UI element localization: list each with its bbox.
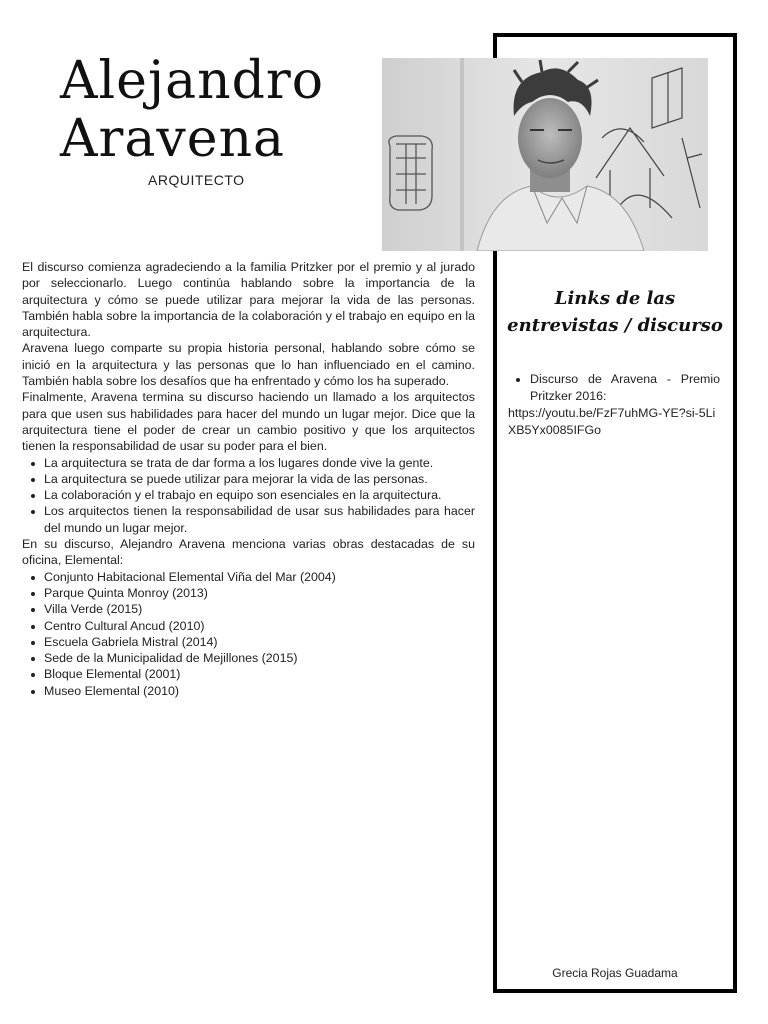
name-line-2: Aravena xyxy=(60,109,286,169)
work-item: Sede de la Municipalidad de Mejillones (2015) xyxy=(22,650,475,666)
key-points-list xyxy=(22,455,475,536)
works-intro: En su discurso, Alejandro Aravena menciona varias obras destacadas de su oficina, Elemental: xyxy=(22,537,475,568)
speech-video-link[interactable]: https://youtu.be/FzF7uhMG-YE?si-5LiXB5Yx0085IFGo xyxy=(508,406,716,437)
role-subtitle: ARQUITECTO xyxy=(148,172,245,188)
work-item: Centro Cultural Ancud (2010) xyxy=(22,618,475,634)
key-point-item: La arquitectura se trata de dar forma a los lugares donde vive la gente. xyxy=(22,455,475,471)
portrait-image xyxy=(382,58,708,251)
page-title xyxy=(60,52,324,168)
works-list xyxy=(22,569,475,699)
links-list xyxy=(508,371,720,439)
speech-summary xyxy=(22,259,475,699)
portrait-photo xyxy=(382,58,708,251)
work-item: Conjunto Habitacional Elemental Viña del Mar (2004) xyxy=(22,569,475,585)
work-item: Escuela Gabriela Mistral (2014) xyxy=(22,634,475,650)
link-item-label: Discurso de Aravena - Premio Pritzker 2016: xyxy=(508,371,720,405)
work-item: Parque Quinta Monroy (2013) xyxy=(22,585,475,601)
author-name: Grecia Rojas Guadama xyxy=(552,966,678,980)
key-point-item: Los arquitectos tienen la responsabilidad de usar sus habilidades para hacer del mundo un lugar mejor. xyxy=(22,503,475,536)
work-item: Villa Verde (2015) xyxy=(22,601,475,617)
work-item: Bloque Elemental (2001) xyxy=(22,666,475,682)
paragraph-3: Finalmente, Aravena termina su discurso haciendo un llamado a los arquitectos para que usen sus habilidades para hacer del mundo un lugar mejor. Dice que la arquitectura tiene el poder de crear un cambio positivo y que los arquitectos tienen la responsabilidad de usar su poder para el bien. xyxy=(22,390,475,454)
key-point-item: La colaboración y el trabajo en equipo son esenciales en la arquitectura. xyxy=(22,487,475,503)
key-point-item: La arquitectura se puede utilizar para mejorar la vida de las personas. xyxy=(22,471,475,487)
work-item: Museo Elemental (2010) xyxy=(22,683,475,699)
paragraph-2: Aravena luego comparte su propia historia personal, hablando sobre cómo se inició en la arquitectura y las personas que lo han influenciado en el camino. También habla sobre los desafíos que ha enfrentado y cómo los ha superado. xyxy=(22,341,475,389)
name-line-1: Alejandro xyxy=(60,51,325,111)
paragraph-1: El discurso comienza agradeciendo a la familia Pritzker por el premio y al jurado por seleccionarlo. Luego continúa hablando sobre la importancia de la arquitectura y cómo se puede utilizar para mejorar la vida de las personas. También habla sobre la importancia de la colaboración y el trabajo en equipo en la arquitectura. xyxy=(22,260,475,340)
links-heading: Links de las entrevistas / discurso xyxy=(507,288,723,336)
